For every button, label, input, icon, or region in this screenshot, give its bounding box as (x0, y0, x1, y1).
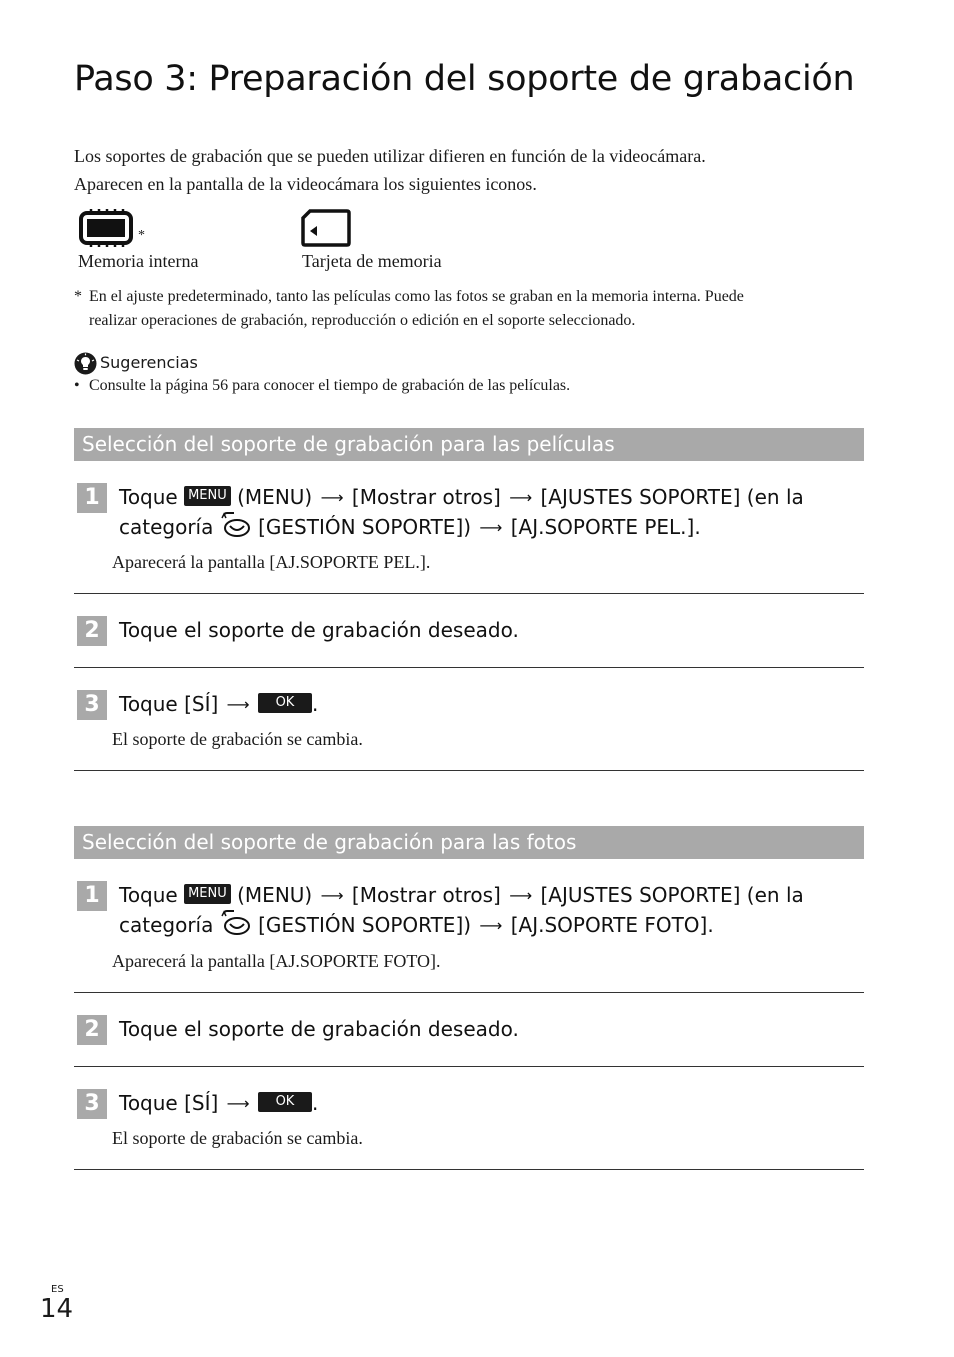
page-number: 14 (40, 1294, 74, 1324)
footnote-line-1: En el ajuste predeterminado, tanto las películas como las fotos se graban en la memoria interna. Puede (89, 288, 744, 305)
section-title-photos: Selección del soporte de grabación para las fotos (74, 826, 864, 859)
language-code: ES (51, 1284, 64, 1295)
menu-text: (MENU) (237, 883, 313, 907)
menu-text: (MENU) (237, 485, 313, 509)
step-number-2: 2 (77, 616, 107, 646)
step-1-line-2 (119, 512, 701, 542)
media-settings-text: [AJUSTES SOPORTE] (en la (540, 485, 804, 509)
page-title: Paso 3: Preparación del soporte de grabación (74, 59, 855, 100)
step-number-1: 1 (77, 483, 107, 513)
internal-memory-asterisk: * (138, 228, 145, 243)
hint-bullet: • (74, 377, 80, 394)
arrow-right-icon: ⟶ (509, 488, 533, 507)
memory-card-icon (301, 209, 351, 247)
step-2-text: Toque el soporte de grabación deseado. (119, 1017, 519, 1041)
intro-line-1: Los soportes de grabación que se pueden utilizar difieren en función de la videocámara. (74, 146, 706, 166)
divider (74, 1169, 864, 1170)
media-manage-text: [GESTIÓN SOPORTE]) (258, 913, 472, 937)
divider (74, 770, 864, 771)
show-others-text: [Mostrar otros] (351, 883, 501, 907)
step-1-line-1 (119, 483, 804, 512)
step-3-note: El soporte de grabación se cambia. (112, 729, 363, 749)
arrow-right-icon: ⟶ (479, 518, 503, 537)
media-settings-text: [AJUSTES SOPORTE] (en la (540, 883, 804, 907)
toque-yes-text: Toque [SÍ] (119, 1091, 219, 1115)
ok-button[interactable]: OK (258, 1092, 312, 1112)
arrow-right-icon: ⟶ (226, 1094, 250, 1113)
step-3-text (119, 690, 318, 719)
divider (74, 992, 864, 993)
step-3-note: El soporte de grabación se cambia. (112, 1128, 363, 1148)
media-manage-text: [GESTIÓN SOPORTE]) (258, 515, 472, 539)
step-1-note: Aparecerá la pantalla [AJ.SOPORTE FOTO]. (112, 951, 441, 971)
divider (74, 667, 864, 668)
hint-text: Consulte la página 56 para conocer el tiempo de grabación de las películas. (89, 377, 571, 394)
menu-button[interactable]: MENU (184, 486, 231, 506)
toque-text: Toque (119, 883, 178, 907)
step-number-2: 2 (77, 1015, 107, 1045)
step-1-note: Aparecerá la pantalla [AJ.SOPORTE PEL.]. (112, 552, 431, 572)
media-manage-icon (220, 910, 252, 936)
step-1-line-2 (119, 910, 714, 940)
movie-media-setting-text: [AJ.SOPORTE PEL.]. (510, 515, 701, 539)
toque-yes-text: Toque [SÍ] (119, 692, 219, 716)
photo-media-setting-text: [AJ.SOPORTE FOTO]. (510, 913, 714, 937)
step-number-3: 3 (77, 1089, 107, 1119)
divider (74, 1066, 864, 1067)
arrow-right-icon: ⟶ (320, 488, 344, 507)
period: . (311, 1091, 319, 1115)
period: . (311, 692, 319, 716)
lightbulb-icon (74, 352, 97, 375)
step-number-3: 3 (77, 690, 107, 720)
internal-memory-label: Memoria interna (78, 251, 199, 271)
media-manage-icon (220, 512, 252, 538)
memory-card-label: Tarjeta de memoria (302, 251, 442, 271)
ok-button[interactable]: OK (258, 693, 312, 713)
category-text: categoría (119, 515, 214, 539)
menu-button[interactable]: MENU (184, 884, 231, 904)
step-1-line-1 (119, 881, 804, 910)
footnote-asterisk: * (74, 288, 82, 305)
hints-title: Sugerencias (100, 353, 198, 372)
internal-memory-icon (78, 209, 134, 247)
step-number-1: 1 (77, 881, 107, 911)
arrow-right-icon: ⟶ (509, 886, 533, 905)
category-text: categoría (119, 913, 214, 937)
footnote-line-2: realizar operaciones de grabación, reproducción o edición en el soporte seleccionado. (89, 312, 636, 329)
divider (74, 593, 864, 594)
arrow-right-icon: ⟶ (320, 886, 344, 905)
step-3-text (119, 1089, 318, 1118)
section-title-movies: Selección del soporte de grabación para las películas (74, 428, 864, 461)
show-others-text: [Mostrar otros] (351, 485, 501, 509)
arrow-right-icon: ⟶ (226, 695, 250, 714)
step-2-text: Toque el soporte de grabación deseado. (119, 618, 519, 642)
toque-text: Toque (119, 485, 178, 509)
arrow-right-icon: ⟶ (479, 916, 503, 935)
intro-line-2: Aparecen en la pantalla de la videocámara los siguientes iconos. (74, 174, 537, 194)
